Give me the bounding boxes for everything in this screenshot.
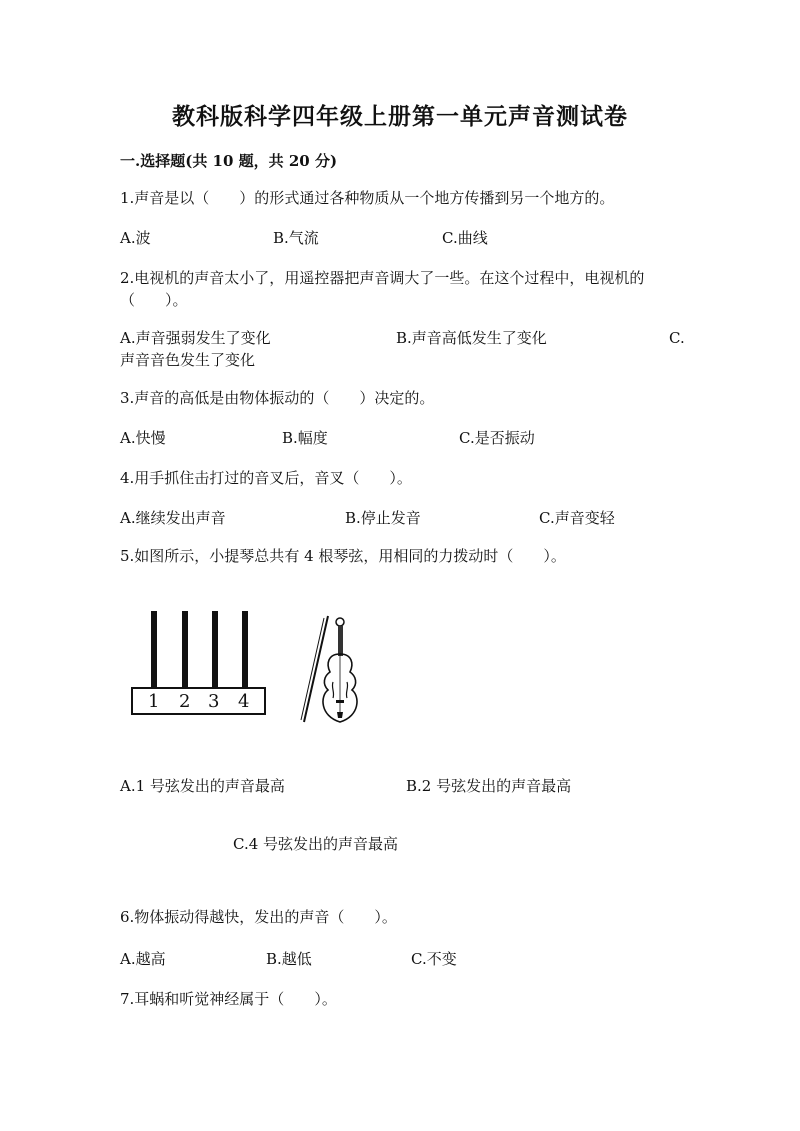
question-1: 1.声音是以（ ）的形式通过各种物质从一个地方传播到另一个地方的。 <box>120 189 615 207</box>
q6-option-b: B.越低 <box>266 950 312 968</box>
section-heading: 一.选择题(共 10 题，共 20 分) <box>120 152 338 170</box>
string-3 <box>212 611 218 688</box>
q4-option-c: C.声音变轻 <box>539 509 615 527</box>
page-title: 教科版科学四年级上册第一单元声音测试卷 <box>172 103 628 130</box>
question-3: 3.声音的高低是由物体振动的（ ）决定的。 <box>120 389 435 407</box>
string-2 <box>182 611 188 688</box>
q1-option-a: A.波 <box>120 229 151 247</box>
q3-option-c: C.是否振动 <box>459 429 535 447</box>
string-number-2: 2 <box>179 691 191 712</box>
q2-option-a: A.声音强弱发生了变化 <box>120 329 271 347</box>
q5-option-c: C.4 号弦发出的声音最高 <box>233 835 399 853</box>
q2-option-c: C. <box>669 329 685 347</box>
q1-option-c: C.曲线 <box>442 229 488 247</box>
string-number-3: 3 <box>208 691 220 712</box>
q3-option-a: A.快慢 <box>120 429 166 447</box>
question-6: 6.物体振动得越快，发出的声音（ ）。 <box>120 908 397 926</box>
q5-option-b: B.2 号弦发出的声音最高 <box>406 777 572 795</box>
q1-option-b: B.气流 <box>273 229 319 247</box>
string-number-4: 4 <box>238 691 250 712</box>
q5-option-a: A.1 号弦发出的声音最高 <box>120 777 285 795</box>
q2-option-c-text: 声音音色发生了变化 <box>120 351 256 369</box>
q4-option-b: B.停止发音 <box>345 509 421 527</box>
violin-icon <box>298 612 370 728</box>
question-5: 5.如图所示，小提琴总共有 4 根琴弦，用相同的力拨动时（ ）。 <box>120 547 566 565</box>
q3-option-b: B.幅度 <box>282 429 328 447</box>
question-7: 7.耳蜗和听觉神经属于（ ）。 <box>120 990 337 1008</box>
string-4 <box>242 611 248 688</box>
string-number-1: 1 <box>148 691 160 712</box>
q2-option-b: B.声音高低发生了变化 <box>396 329 547 347</box>
question-4: 4.用手抓住击打过的音叉后，音叉（ ）。 <box>120 469 412 487</box>
q4-option-a: A.继续发出声音 <box>120 509 226 527</box>
q6-option-c: C.不变 <box>411 950 457 968</box>
question-2: 2.电视机的声音太小了，用遥控器把声音调大了一些。在这个过程中，电视机的（ ）。 <box>120 269 645 309</box>
string-1 <box>151 611 157 688</box>
q6-option-a: A.越高 <box>120 950 166 968</box>
